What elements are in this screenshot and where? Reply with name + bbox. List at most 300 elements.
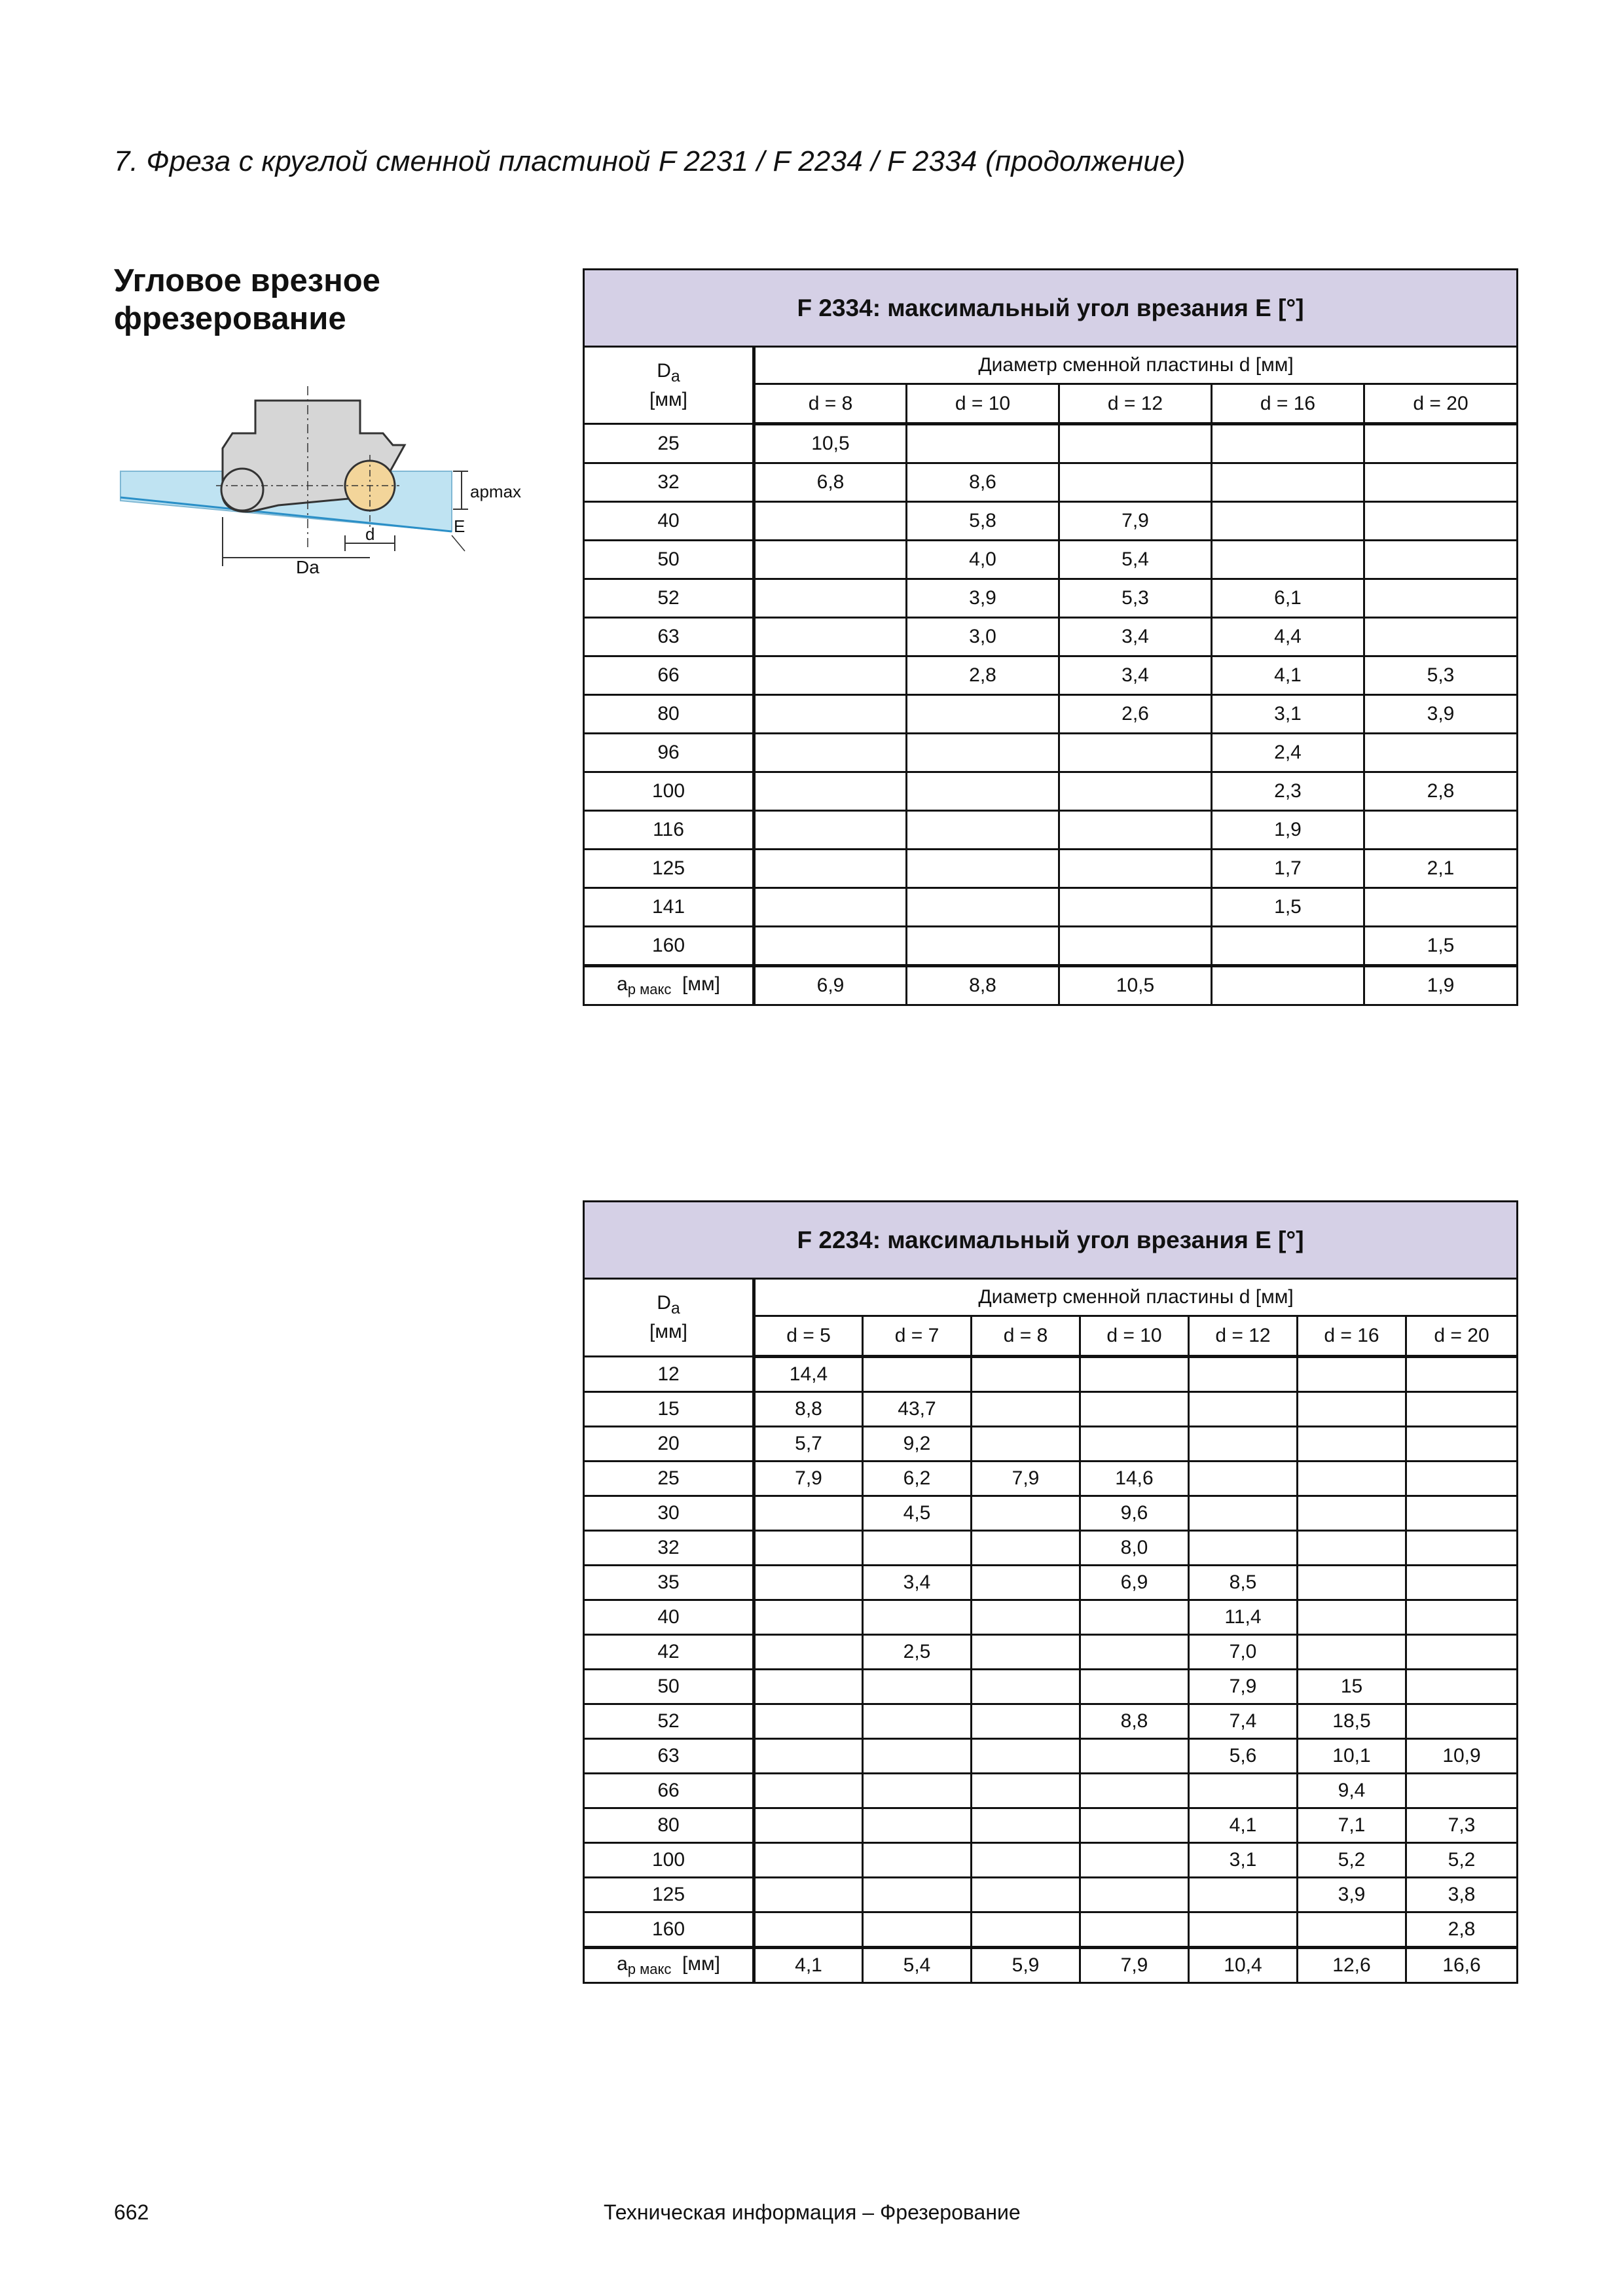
- angle-cell: 3,9: [907, 579, 1059, 618]
- angle-cell: [863, 1531, 972, 1566]
- angle-cell: [754, 1670, 863, 1704]
- angle-cell: 7,0: [1189, 1635, 1298, 1670]
- angle-cell: [907, 811, 1059, 850]
- da-value: 125: [584, 1878, 754, 1912]
- angle-cell: [754, 1808, 863, 1843]
- table-f2234: [583, 1200, 1518, 1984]
- da-value: 40: [584, 1600, 754, 1635]
- angle-cell: [754, 1496, 863, 1531]
- table-row: [584, 1462, 1518, 1496]
- angle-cell: [1080, 1739, 1189, 1774]
- angle-cell: [1189, 1496, 1298, 1531]
- angle-cell: 2,8: [1364, 772, 1518, 811]
- ap-max-value: 10,5: [1059, 966, 1212, 1005]
- angle-cell: 1,9: [1212, 811, 1364, 850]
- angle-cell: 15: [1298, 1670, 1406, 1704]
- da-value: 32: [584, 1531, 754, 1566]
- angle-cell: 8,5: [1189, 1566, 1298, 1600]
- angle-cell: [754, 502, 907, 541]
- table-row: [584, 695, 1518, 734]
- table-row: [584, 1531, 1518, 1566]
- angle-cell: [972, 1635, 1080, 1670]
- da-value: 25: [584, 424, 754, 463]
- da-subscript: a: [670, 367, 680, 386]
- angle-cell: 2,8: [907, 656, 1059, 695]
- table-row: [584, 1704, 1518, 1739]
- column-header: d = 20: [1406, 1316, 1518, 1357]
- angle-cell: [972, 1566, 1080, 1600]
- angle-cell: 7,4: [1189, 1704, 1298, 1739]
- angle-cell: [1364, 811, 1518, 850]
- angle-cell: 1,5: [1212, 888, 1364, 927]
- angle-cell: [972, 1912, 1080, 1948]
- angle-cell: [1298, 1912, 1406, 1948]
- angle-cell: 3,4: [1059, 656, 1212, 695]
- angle-cell: [1059, 424, 1212, 463]
- angle-cell: 6,2: [863, 1462, 972, 1496]
- angle-cell: [863, 1878, 972, 1912]
- ap-unit: [мм]: [682, 973, 720, 995]
- da-header: [584, 347, 754, 424]
- table-row: [584, 1843, 1518, 1878]
- ap-max-value: 4,1: [754, 1948, 863, 1983]
- table-row: [584, 656, 1518, 695]
- ap-symbol: a: [617, 1953, 628, 1975]
- angle-cell: [863, 1670, 972, 1704]
- angle-cell: [1298, 1600, 1406, 1635]
- table-row: [584, 502, 1518, 541]
- ap-symbol: a: [617, 973, 628, 995]
- angle-cell: 10,1: [1298, 1739, 1406, 1774]
- angle-cell: [1298, 1566, 1406, 1600]
- da-value: 50: [584, 541, 754, 579]
- da-value: 30: [584, 1496, 754, 1531]
- angle-cell: [754, 1600, 863, 1635]
- angle-cell: [1298, 1496, 1406, 1531]
- da-value: 125: [584, 850, 754, 888]
- column-header: d = 5: [754, 1316, 863, 1357]
- ap-max-value: 6,9: [754, 966, 907, 1005]
- angle-cell: 6,8: [754, 463, 907, 502]
- da-value: 15: [584, 1392, 754, 1427]
- angle-cell: [1364, 463, 1518, 502]
- da-symbol: D: [657, 1292, 671, 1314]
- angle-cell: [972, 1843, 1080, 1878]
- angle-cell: [754, 734, 907, 772]
- angle-cell: [907, 850, 1059, 888]
- table-row: [584, 618, 1518, 656]
- angle-cell: [754, 1739, 863, 1774]
- angle-cell: [754, 772, 907, 811]
- da-unit: [мм]: [649, 1321, 687, 1342]
- angle-cell: [972, 1427, 1080, 1462]
- da-value: 20: [584, 1427, 754, 1462]
- angle-cell: [1080, 1392, 1189, 1427]
- angle-cell: 8,8: [754, 1392, 863, 1427]
- angle-cell: 2,3: [1212, 772, 1364, 811]
- angle-cell: [1059, 888, 1212, 927]
- column-header: d = 16: [1298, 1316, 1406, 1357]
- angle-cell: [1189, 1878, 1298, 1912]
- angle-cell: 10,9: [1406, 1739, 1518, 1774]
- angle-cell: 1,5: [1364, 927, 1518, 966]
- table-row: [584, 541, 1518, 579]
- ap-max-value: 1,9: [1364, 966, 1518, 1005]
- da-value: 42: [584, 1635, 754, 1670]
- angle-cell: 3,1: [1189, 1843, 1298, 1878]
- angle-cell: [1406, 1392, 1518, 1427]
- angle-cell: 9,2: [863, 1427, 972, 1462]
- angle-cell: [972, 1392, 1080, 1427]
- da-value: 80: [584, 695, 754, 734]
- ap-max-label: [584, 1948, 754, 1983]
- ap-max-row: [584, 1948, 1518, 1983]
- table-title: F 2334: максимальный угол врезания E [°]: [584, 270, 1518, 347]
- angle-cell: 11,4: [1189, 1600, 1298, 1635]
- da-unit: [мм]: [649, 388, 687, 410]
- angle-cell: [1080, 1600, 1189, 1635]
- angle-cell: [1406, 1635, 1518, 1670]
- angle-cell: [972, 1774, 1080, 1808]
- angle-cell: [754, 695, 907, 734]
- angle-cell: 6,9: [1080, 1566, 1189, 1600]
- angle-cell: [907, 695, 1059, 734]
- da-symbol: D: [657, 359, 671, 382]
- da-value: 160: [584, 1912, 754, 1948]
- da-subscript: a: [670, 1299, 680, 1318]
- da-header: [584, 1279, 754, 1357]
- angle-cell: [754, 618, 907, 656]
- angle-cell: [754, 1531, 863, 1566]
- angle-cell: [1059, 811, 1212, 850]
- table-row: [584, 1774, 1518, 1808]
- angle-cell: 5,8: [907, 502, 1059, 541]
- angle-cell: [863, 1912, 972, 1948]
- angle-cell: [1059, 927, 1212, 966]
- angle-cell: 1,7: [1212, 850, 1364, 888]
- angle-cell: [754, 1704, 863, 1739]
- da-value: 25: [584, 1462, 754, 1496]
- angle-cell: 4,4: [1212, 618, 1364, 656]
- angle-cell: 14,4: [754, 1357, 863, 1392]
- angle-cell: 2,6: [1059, 695, 1212, 734]
- angle-cell: [754, 888, 907, 927]
- angle-cell: 3,0: [907, 618, 1059, 656]
- angle-cell: 5,3: [1059, 579, 1212, 618]
- angle-cell: 8,0: [1080, 1531, 1189, 1566]
- angle-cell: [972, 1600, 1080, 1635]
- table-row: [584, 1427, 1518, 1462]
- table-row: [584, 927, 1518, 966]
- angle-cell: 3,4: [863, 1566, 972, 1600]
- e-label: E: [454, 516, 465, 536]
- table-row: [584, 1670, 1518, 1704]
- angle-cell: [1298, 1462, 1406, 1496]
- ap-max-label: [584, 966, 754, 1005]
- ap-max-value: 5,4: [863, 1948, 972, 1983]
- angle-cell: [1364, 579, 1518, 618]
- angle-cell: [754, 579, 907, 618]
- table-row: [584, 1808, 1518, 1843]
- table-row: [584, 1496, 1518, 1531]
- angle-cell: 7,9: [972, 1462, 1080, 1496]
- section-heading: [114, 262, 380, 338]
- ap-label: apmax: [470, 482, 522, 501]
- da-value: 100: [584, 772, 754, 811]
- angle-cell: [972, 1704, 1080, 1739]
- angle-cell: 5,2: [1406, 1843, 1518, 1878]
- angle-cell: [754, 1635, 863, 1670]
- table-row: [584, 463, 1518, 502]
- angle-cell: [907, 772, 1059, 811]
- angle-cell: [1406, 1427, 1518, 1462]
- da-value: 66: [584, 1774, 754, 1808]
- table-row: [584, 1912, 1518, 1948]
- angle-cell: [1298, 1427, 1406, 1462]
- table-row: [584, 734, 1518, 772]
- angle-cell: [1059, 463, 1212, 502]
- angle-cell: 2,8: [1406, 1912, 1518, 1948]
- angle-cell: [863, 1357, 972, 1392]
- ap-subscript: p макс: [627, 981, 672, 997]
- angle-cell: [1189, 1357, 1298, 1392]
- angle-cell: 7,3: [1406, 1808, 1518, 1843]
- angle-cell: [1406, 1670, 1518, 1704]
- column-header: d = 10: [907, 384, 1059, 424]
- angle-cell: 43,7: [863, 1392, 972, 1427]
- angle-cell: [754, 1878, 863, 1912]
- footer-text: Техническая информация – Фрезерование: [604, 2200, 1021, 2224]
- da-value: 66: [584, 656, 754, 695]
- angle-cell: [863, 1600, 972, 1635]
- ap-max-value: 16,6: [1406, 1948, 1518, 1983]
- angle-cell: [1364, 424, 1518, 463]
- table-row: [584, 888, 1518, 927]
- angle-cell: [1406, 1531, 1518, 1566]
- angle-cell: [863, 1739, 972, 1774]
- angle-cell: [1080, 1357, 1189, 1392]
- angle-cell: [1406, 1496, 1518, 1531]
- angle-cell: [1189, 1531, 1298, 1566]
- angle-cell: [754, 1774, 863, 1808]
- d-label: d: [365, 524, 375, 544]
- column-header: d = 8: [972, 1316, 1080, 1357]
- angle-cell: [754, 1843, 863, 1878]
- angle-cell: 2,5: [863, 1635, 972, 1670]
- angle-cell: [1212, 927, 1364, 966]
- da-value: 160: [584, 927, 754, 966]
- da-value: 116: [584, 811, 754, 850]
- angle-cell: [754, 656, 907, 695]
- angle-cell: 3,9: [1364, 695, 1518, 734]
- page-title: 7. Фреза с круглой сменной пластиной F 2231 / F 2234 / F 2334 (продолжение): [114, 145, 1186, 177]
- table-row: [584, 850, 1518, 888]
- angle-cell: 8,8: [1080, 1704, 1189, 1739]
- angle-cell: [1298, 1635, 1406, 1670]
- angle-cell: 5,6: [1189, 1739, 1298, 1774]
- angle-cell: [863, 1843, 972, 1878]
- angle-cell: 2,4: [1212, 734, 1364, 772]
- angle-cell: [972, 1357, 1080, 1392]
- angle-cell: [1406, 1462, 1518, 1496]
- angle-cell: [1212, 502, 1364, 541]
- angle-cell: [1406, 1566, 1518, 1600]
- angle-cell: [754, 1566, 863, 1600]
- angle-cell: [1080, 1774, 1189, 1808]
- da-value: 52: [584, 1704, 754, 1739]
- angle-cell: 3,1: [1212, 695, 1364, 734]
- section-heading-line: Угловое врезное: [114, 263, 380, 298]
- da-value: 50: [584, 1670, 754, 1704]
- angle-cell: [754, 541, 907, 579]
- angle-cell: 6,1: [1212, 579, 1364, 618]
- angle-cell: 5,4: [1059, 541, 1212, 579]
- angle-cell: [1080, 1843, 1189, 1878]
- table-row: [584, 424, 1518, 463]
- angle-cell: [907, 927, 1059, 966]
- angle-cell: 4,0: [907, 541, 1059, 579]
- angle-cell: [1189, 1462, 1298, 1496]
- table-row: [584, 579, 1518, 618]
- plunge-milling-figure: [111, 380, 530, 576]
- table-row: [584, 1566, 1518, 1600]
- angle-cell: [1189, 1392, 1298, 1427]
- table-f2334: [583, 268, 1518, 1006]
- angle-cell: [1364, 734, 1518, 772]
- column-header: d = 8: [754, 384, 907, 424]
- angle-cell: [1298, 1531, 1406, 1566]
- angle-cell: 7,9: [1189, 1670, 1298, 1704]
- angle-cell: [907, 888, 1059, 927]
- column-header: d = 7: [863, 1316, 972, 1357]
- angle-cell: [754, 850, 907, 888]
- angle-cell: 18,5: [1298, 1704, 1406, 1739]
- angle-cell: 3,4: [1059, 618, 1212, 656]
- angle-cell: [1059, 734, 1212, 772]
- ap-max-row: [584, 966, 1518, 1005]
- table-row: [584, 811, 1518, 850]
- angle-cell: 14,6: [1080, 1462, 1189, 1496]
- da-value: 63: [584, 1739, 754, 1774]
- column-header: d = 20: [1364, 384, 1518, 424]
- angle-cell: [972, 1496, 1080, 1531]
- angle-cell: [1080, 1670, 1189, 1704]
- angle-cell: 10,5: [754, 424, 907, 463]
- da-value: 63: [584, 618, 754, 656]
- angle-cell: [1406, 1357, 1518, 1392]
- da-value: 35: [584, 1566, 754, 1600]
- angle-cell: [1080, 1808, 1189, 1843]
- angle-cell: [972, 1670, 1080, 1704]
- table-row: [584, 1635, 1518, 1670]
- angle-cell: [1080, 1427, 1189, 1462]
- table-row: [584, 1357, 1518, 1392]
- angle-cell: 7,9: [1059, 502, 1212, 541]
- ap-unit: [мм]: [682, 1953, 720, 1975]
- da-value: 40: [584, 502, 754, 541]
- table-row: [584, 1392, 1518, 1427]
- angle-cell: [1059, 850, 1212, 888]
- angle-cell: [1298, 1357, 1406, 1392]
- angle-cell: 8,6: [907, 463, 1059, 502]
- da-value: 80: [584, 1808, 754, 1843]
- angle-cell: 5,3: [1364, 656, 1518, 695]
- ap-max-value: 5,9: [972, 1948, 1080, 1983]
- angle-cell: [1406, 1774, 1518, 1808]
- angle-cell: [1212, 541, 1364, 579]
- angle-cell: 2,1: [1364, 850, 1518, 888]
- angle-cell: 7,9: [754, 1462, 863, 1496]
- angle-cell: [907, 424, 1059, 463]
- da-value: 32: [584, 463, 754, 502]
- ap-max-value: 7,9: [1080, 1948, 1189, 1983]
- section-heading-line: фрезерование: [114, 301, 346, 336]
- angle-cell: [907, 734, 1059, 772]
- angle-cell: [972, 1878, 1080, 1912]
- angle-cell: 5,2: [1298, 1843, 1406, 1878]
- angle-cell: [1212, 424, 1364, 463]
- table-row: [584, 1600, 1518, 1635]
- angle-cell: [1189, 1427, 1298, 1462]
- column-header: d = 16: [1212, 384, 1364, 424]
- angle-cell: [1189, 1912, 1298, 1948]
- angle-cell: [863, 1774, 972, 1808]
- ap-max-value: 10,4: [1189, 1948, 1298, 1983]
- angle-cell: [863, 1808, 972, 1843]
- ap-max-value: 12,6: [1298, 1948, 1406, 1983]
- page-number: 662: [114, 2200, 149, 2224]
- angle-cell: [1364, 618, 1518, 656]
- e-leader: [452, 535, 465, 551]
- da-value: 52: [584, 579, 754, 618]
- angle-cell: [1406, 1704, 1518, 1739]
- table-row: [584, 1878, 1518, 1912]
- angle-cell: [972, 1739, 1080, 1774]
- angle-cell: 3,9: [1298, 1878, 1406, 1912]
- ap-subscript: p макс: [627, 1961, 672, 1977]
- angle-cell: [1080, 1635, 1189, 1670]
- angle-cell: [754, 927, 907, 966]
- angle-cell: 3,8: [1406, 1878, 1518, 1912]
- angle-cell: [972, 1531, 1080, 1566]
- table-row: [584, 1739, 1518, 1774]
- angle-cell: [754, 1912, 863, 1948]
- column-header: d = 10: [1080, 1316, 1189, 1357]
- da-value: 96: [584, 734, 754, 772]
- angle-cell: 7,1: [1298, 1808, 1406, 1843]
- angle-cell: [1189, 1774, 1298, 1808]
- angle-cell: [1364, 502, 1518, 541]
- insert-diameter-header: Диаметр сменной пластины d [мм]: [754, 347, 1518, 384]
- da-label: Da: [296, 557, 319, 576]
- angle-cell: [1298, 1392, 1406, 1427]
- angle-cell: [1212, 463, 1364, 502]
- table-title: F 2234: максимальный угол врезания E [°]: [584, 1202, 1518, 1279]
- ap-max-value: [1212, 966, 1364, 1005]
- insert-diameter-header: Диаметр сменной пластины d [мм]: [754, 1279, 1518, 1316]
- da-value: 141: [584, 888, 754, 927]
- angle-cell: [1059, 772, 1212, 811]
- angle-cell: [972, 1808, 1080, 1843]
- angle-cell: [754, 811, 907, 850]
- left-insert: [221, 469, 263, 511]
- angle-cell: [1080, 1912, 1189, 1948]
- angle-cell: [1364, 888, 1518, 927]
- angle-cell: [1406, 1600, 1518, 1635]
- angle-cell: 9,4: [1298, 1774, 1406, 1808]
- angle-cell: 4,1: [1189, 1808, 1298, 1843]
- table-row: [584, 772, 1518, 811]
